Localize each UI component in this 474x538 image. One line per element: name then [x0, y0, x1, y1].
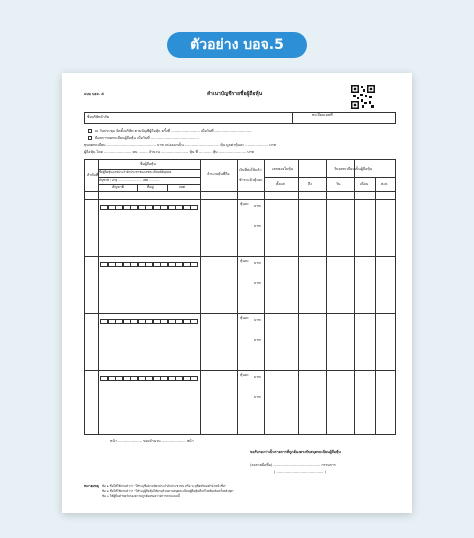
change-checkbox[interactable]	[88, 136, 92, 140]
shareholder-table	[84, 159, 396, 435]
form-sheet	[62, 73, 412, 513]
signature-name: ( ......................................... )	[274, 470, 326, 474]
col-cert: เลขของใบหุ้น	[272, 167, 294, 171]
capital-line: ทุนจดทะเบียน ........................................... บาท แบ่งออกเป็น .............................. หุ้น มูลค่าหุ้นละ .................... บาท	[84, 143, 276, 147]
col-cert-from: ตั้งแต่	[276, 182, 285, 186]
row-shares-label: หุ้นละ	[240, 259, 249, 263]
col-sex: เพศ	[179, 185, 185, 189]
form-code: แบบ บอจ. ๕	[84, 92, 105, 96]
note-label: หมายเหตุ	[84, 484, 99, 488]
id-cells	[100, 376, 198, 381]
id-cells	[100, 319, 198, 324]
qr-code-icon	[351, 85, 375, 109]
col-day: วัน	[336, 182, 341, 186]
row-baht: บาท	[254, 281, 261, 285]
note-2: ข้อ ๒ ชื่อให้ใช้ตามคำว่า "ให้ระบุผู้ถือหุ้นให้ครบถ้วนตามสมุดทะเบียนผู้ถือหุ้นที่แก้ไขเพิ่มเติมครั้งหลังสุด"	[102, 489, 234, 493]
col-no: ลำดับที่	[87, 173, 99, 177]
row-shares-label: หุ้นละ	[240, 316, 249, 320]
col-shares: จำนวนหุ้นที่ถือ	[207, 172, 230, 176]
row-shares-label: หุ้นละ	[240, 373, 249, 377]
row-baht: บาท	[254, 375, 261, 379]
option-checkbox[interactable]	[88, 129, 92, 133]
id-cells	[100, 205, 198, 210]
col-year: พ.ศ.	[381, 182, 388, 186]
reg-no-label: ทะเบียนเลขที่	[312, 113, 333, 117]
company-name-label: ชื่อบริษัทจำกัด	[87, 115, 110, 119]
col-addr: ที่อยู่	[147, 185, 154, 189]
col-cert-to: ถึง	[308, 182, 312, 186]
change-line: มีผลการจดทะเบียนผู้ถือหุ้น เมื่อวันที่ ..........................................	[95, 135, 199, 140]
company-box	[84, 112, 396, 124]
row-baht: บาท	[254, 395, 261, 399]
row-shares-label: หุ้นละ	[240, 202, 249, 206]
row-baht: บาท	[254, 338, 261, 342]
signature-line: (ลงลายมือชื่อ) ......................................... กรรมการ	[250, 463, 336, 467]
col-paid-sub: ชำระแล้วหุ้นละ	[239, 178, 263, 182]
row-baht: บาท	[254, 261, 261, 265]
sample-badge: ตัวอย่าง บอจ.5	[167, 32, 307, 58]
form-title: สำเนาบัญชีรายชื่อผู้ถือหุ้น	[207, 91, 263, 97]
certification-text: ขอรับรองว่าเป็นรายการที่ถูกต้องตรงกับสมุดทะเบียนผู้ถือหุ้น	[250, 450, 341, 454]
options-line: ณ วันประชุม จัดตั้งบริษัท ตามบัญชีผู้ถือหุ้น ครั้งที่ ......................... เมื่อวันที่ ................................	[95, 128, 252, 133]
page-count: หน้า ..................... ของจำนวน ..................... หน้า	[110, 439, 194, 443]
col-name-sub1: ชื่อผู้ถือหุ้น/เลขประจำตัวประชาชน/เลขทะเบียนนิติบุคคล	[99, 170, 172, 174]
col-name: ชื่อผู้ถือหุ้น	[140, 162, 156, 166]
row-baht: บาท	[254, 318, 261, 322]
col-month: เดือน	[360, 182, 369, 186]
col-name-sub2: สัญชาติ / อายุ ......................... เพศ ...........	[99, 178, 160, 182]
col-nat: สัญชาติ	[112, 185, 125, 189]
row-baht: บาท	[254, 224, 261, 228]
col-date: วันลงทะเบียนเป็นผู้ถือหุ้น	[334, 167, 373, 171]
shares-line: ผู้ถือหุ้น โดย ........................ คน ........ จำนวน ........................ หุ้น ที่ ........... หุ้น ........................ บาท	[84, 150, 254, 154]
col-paid: เงินที่ส่งใช้แล้ว	[239, 168, 262, 172]
note-1: ข้อ ๑ ชื่อให้ใช้ตามคำว่า "ให้ระบุชื่อตามบัตรประจำตัวประชาชน หรือ ระบุชื่อพร้อมคำนำหน้าชื่อ"	[102, 484, 227, 488]
id-cells	[100, 262, 198, 267]
row-baht: บาท	[254, 204, 261, 208]
note-3: ข้อ ๓ ให้ผู้ยื่นคำขอรับรองความถูกต้องของรายการตามแบบนี้	[102, 494, 180, 498]
